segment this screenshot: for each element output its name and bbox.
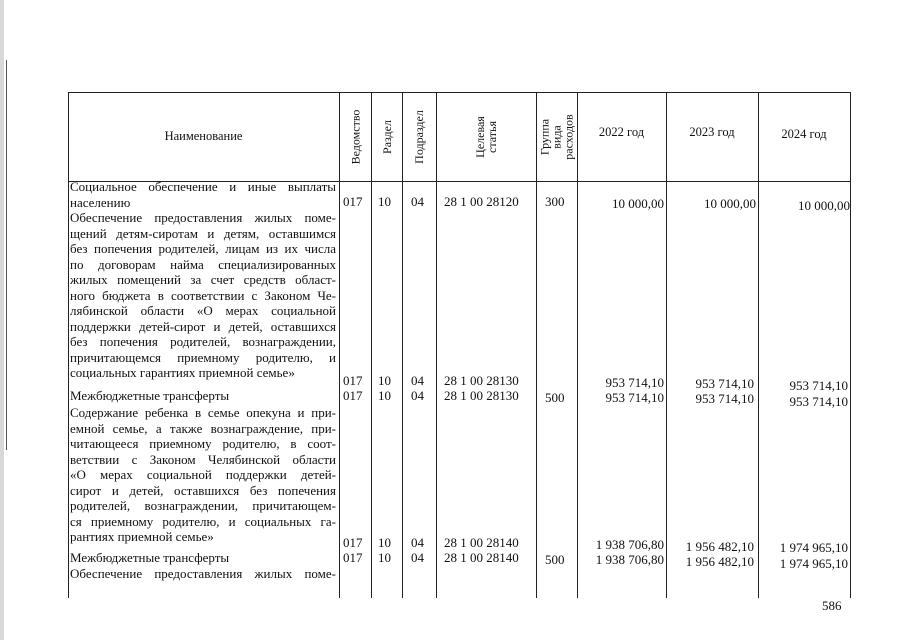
row-name-line: Обеспечение предоставления жилых поме-: [70, 210, 336, 225]
row-name-line: населению: [70, 194, 131, 210]
cell-ved: 017: [343, 373, 363, 388]
cell-gruppa: 500: [545, 552, 565, 567]
cell-razdel: 10: [378, 550, 391, 565]
cell-ved: 017: [343, 194, 363, 209]
cell-2024: 10 000,00: [798, 198, 850, 213]
row-name: [70, 179, 336, 210]
row-name-line: без попечения родителей, вознаграждении,: [70, 334, 336, 349]
cell-podrazdel: 04: [411, 194, 424, 209]
row-name: [70, 210, 336, 381]
cell-gruppa: 500: [545, 390, 565, 405]
row-name-line: емной семье, а также вознаграждение, при-: [70, 420, 336, 436]
cell-ved: 017: [343, 550, 363, 565]
cell-razdel: 10: [378, 535, 391, 550]
header-razdel: [371, 92, 402, 181]
cell-2022: 10 000,00: [612, 196, 664, 211]
cell-2022: 1 938 706,80: [595, 552, 664, 567]
row-name-line: без попечения родителей, лицам из их числа: [70, 241, 336, 256]
header-gruppa: [536, 92, 577, 181]
row-name-line: родителей, вознаграждении, причитающем-: [70, 498, 336, 513]
row-name-line: жилых помещений за счет средств област-: [70, 272, 336, 287]
cell-podrazdel: 04: [411, 373, 424, 388]
cell-2024: 953 714,10: [789, 378, 848, 393]
row-name-line: причитающемся приемному родителю, и: [70, 349, 336, 365]
row-name: [70, 388, 336, 404]
cell-tselevaya: 28 1 00 28130: [444, 373, 519, 388]
cell-2024: 953 714,10: [789, 394, 848, 409]
row-name-line: ного бюджета в соответствии с Законом Че-: [70, 287, 336, 303]
row-name-line: сирот и детей, оставшихся без попечения: [70, 482, 336, 498]
row-name-line: ся приемному родителю, и социальных га-: [70, 513, 336, 529]
row-name-line: Межбюджетные трансферты: [70, 388, 230, 403]
grid-line: [850, 92, 851, 598]
cell-podrazdel: 04: [411, 388, 424, 403]
cell-2023: 953 714,10: [695, 376, 754, 391]
header-name: Наименование: [164, 129, 243, 143]
row-name-line: ветствии с Законом Челябинской области: [70, 451, 336, 467]
row-name-line: поддержки детей-сирот и детей, оставшихся: [70, 318, 336, 334]
row-name-line: читающееся приемному родителю, в соот-: [70, 436, 336, 451]
cell-tselevaya: 28 1 00 28140: [444, 550, 519, 565]
row-name: [70, 405, 336, 545]
header-razdel-label: Раздел: [379, 119, 394, 154]
row-name-line: «О мерах социальной поддержки детей-: [70, 467, 336, 482]
cell-2024: 1 974 965,10: [779, 556, 848, 571]
row-name: [70, 550, 336, 566]
cell-razdel: 10: [378, 194, 391, 209]
budget-table: [68, 92, 851, 598]
header-2024: 2024 год: [781, 126, 827, 141]
cell-podrazdel: 04: [411, 535, 424, 550]
row-name-line: Содержание ребенка в семье опекуна и при-: [70, 405, 336, 420]
row-name-line: щений детям-сиротам и детям, оставшимся: [70, 225, 336, 241]
row-name-line: социальных гарантиях приемной семье»: [70, 365, 295, 380]
row-name-line: Обеспечение предоставления жилых поме-: [70, 566, 336, 581]
cell-2022: 1 938 706,80: [595, 537, 664, 552]
cell-gruppa: 300: [545, 194, 565, 209]
cell-podrazdel: 04: [411, 550, 424, 565]
header-vedomstvo: [339, 92, 371, 181]
header-vedomstvo-label: Ведомство: [348, 109, 363, 164]
cell-2023: 10 000,00: [704, 196, 756, 211]
row-name-line: лябинской области «О мерах социальной: [70, 303, 336, 318]
header-tselevaya-label: Целевая статья: [473, 115, 499, 158]
row-name-line: рантиях приемной семье»: [70, 529, 214, 544]
header-gruppa-label: Группа вида расходов: [537, 113, 576, 160]
row-name: [70, 566, 336, 582]
cell-2023: 1 956 482,10: [685, 554, 754, 569]
row-name-line: Межбюджетные трансферты: [70, 550, 230, 565]
binding-margin-line: [6, 60, 7, 450]
page-number: 586: [822, 598, 842, 613]
cell-razdel: 10: [378, 388, 391, 403]
header-2023: 2023 год: [689, 124, 735, 139]
cell-2022: 953 714,10: [605, 375, 664, 390]
cell-tselevaya: 28 1 00 28140: [444, 535, 519, 550]
header-podrazdel-label: Подраздел: [412, 109, 427, 164]
header-2022: 2022 год: [598, 124, 645, 139]
header-tselevaya: [436, 92, 536, 181]
scan-edge: [0, 0, 4, 640]
cell-tselevaya: 28 1 00 28120: [444, 194, 519, 209]
cell-ved: 017: [343, 388, 363, 403]
row-name-line: Социальное обеспечение и иные выплаты: [70, 179, 336, 194]
cell-2023: 1 956 482,10: [685, 539, 754, 554]
cell-2022: 953 714,10: [605, 390, 664, 405]
cell-tselevaya: 28 1 00 28130: [444, 388, 519, 403]
header-podrazdel: [402, 92, 436, 181]
cell-ved: 017: [343, 535, 363, 550]
cell-razdel: 10: [378, 373, 391, 388]
cell-2023: 953 714,10: [695, 391, 754, 406]
row-name-line: по договорам найма специализированных: [70, 256, 336, 272]
cell-2024: 1 974 965,10: [779, 540, 848, 555]
